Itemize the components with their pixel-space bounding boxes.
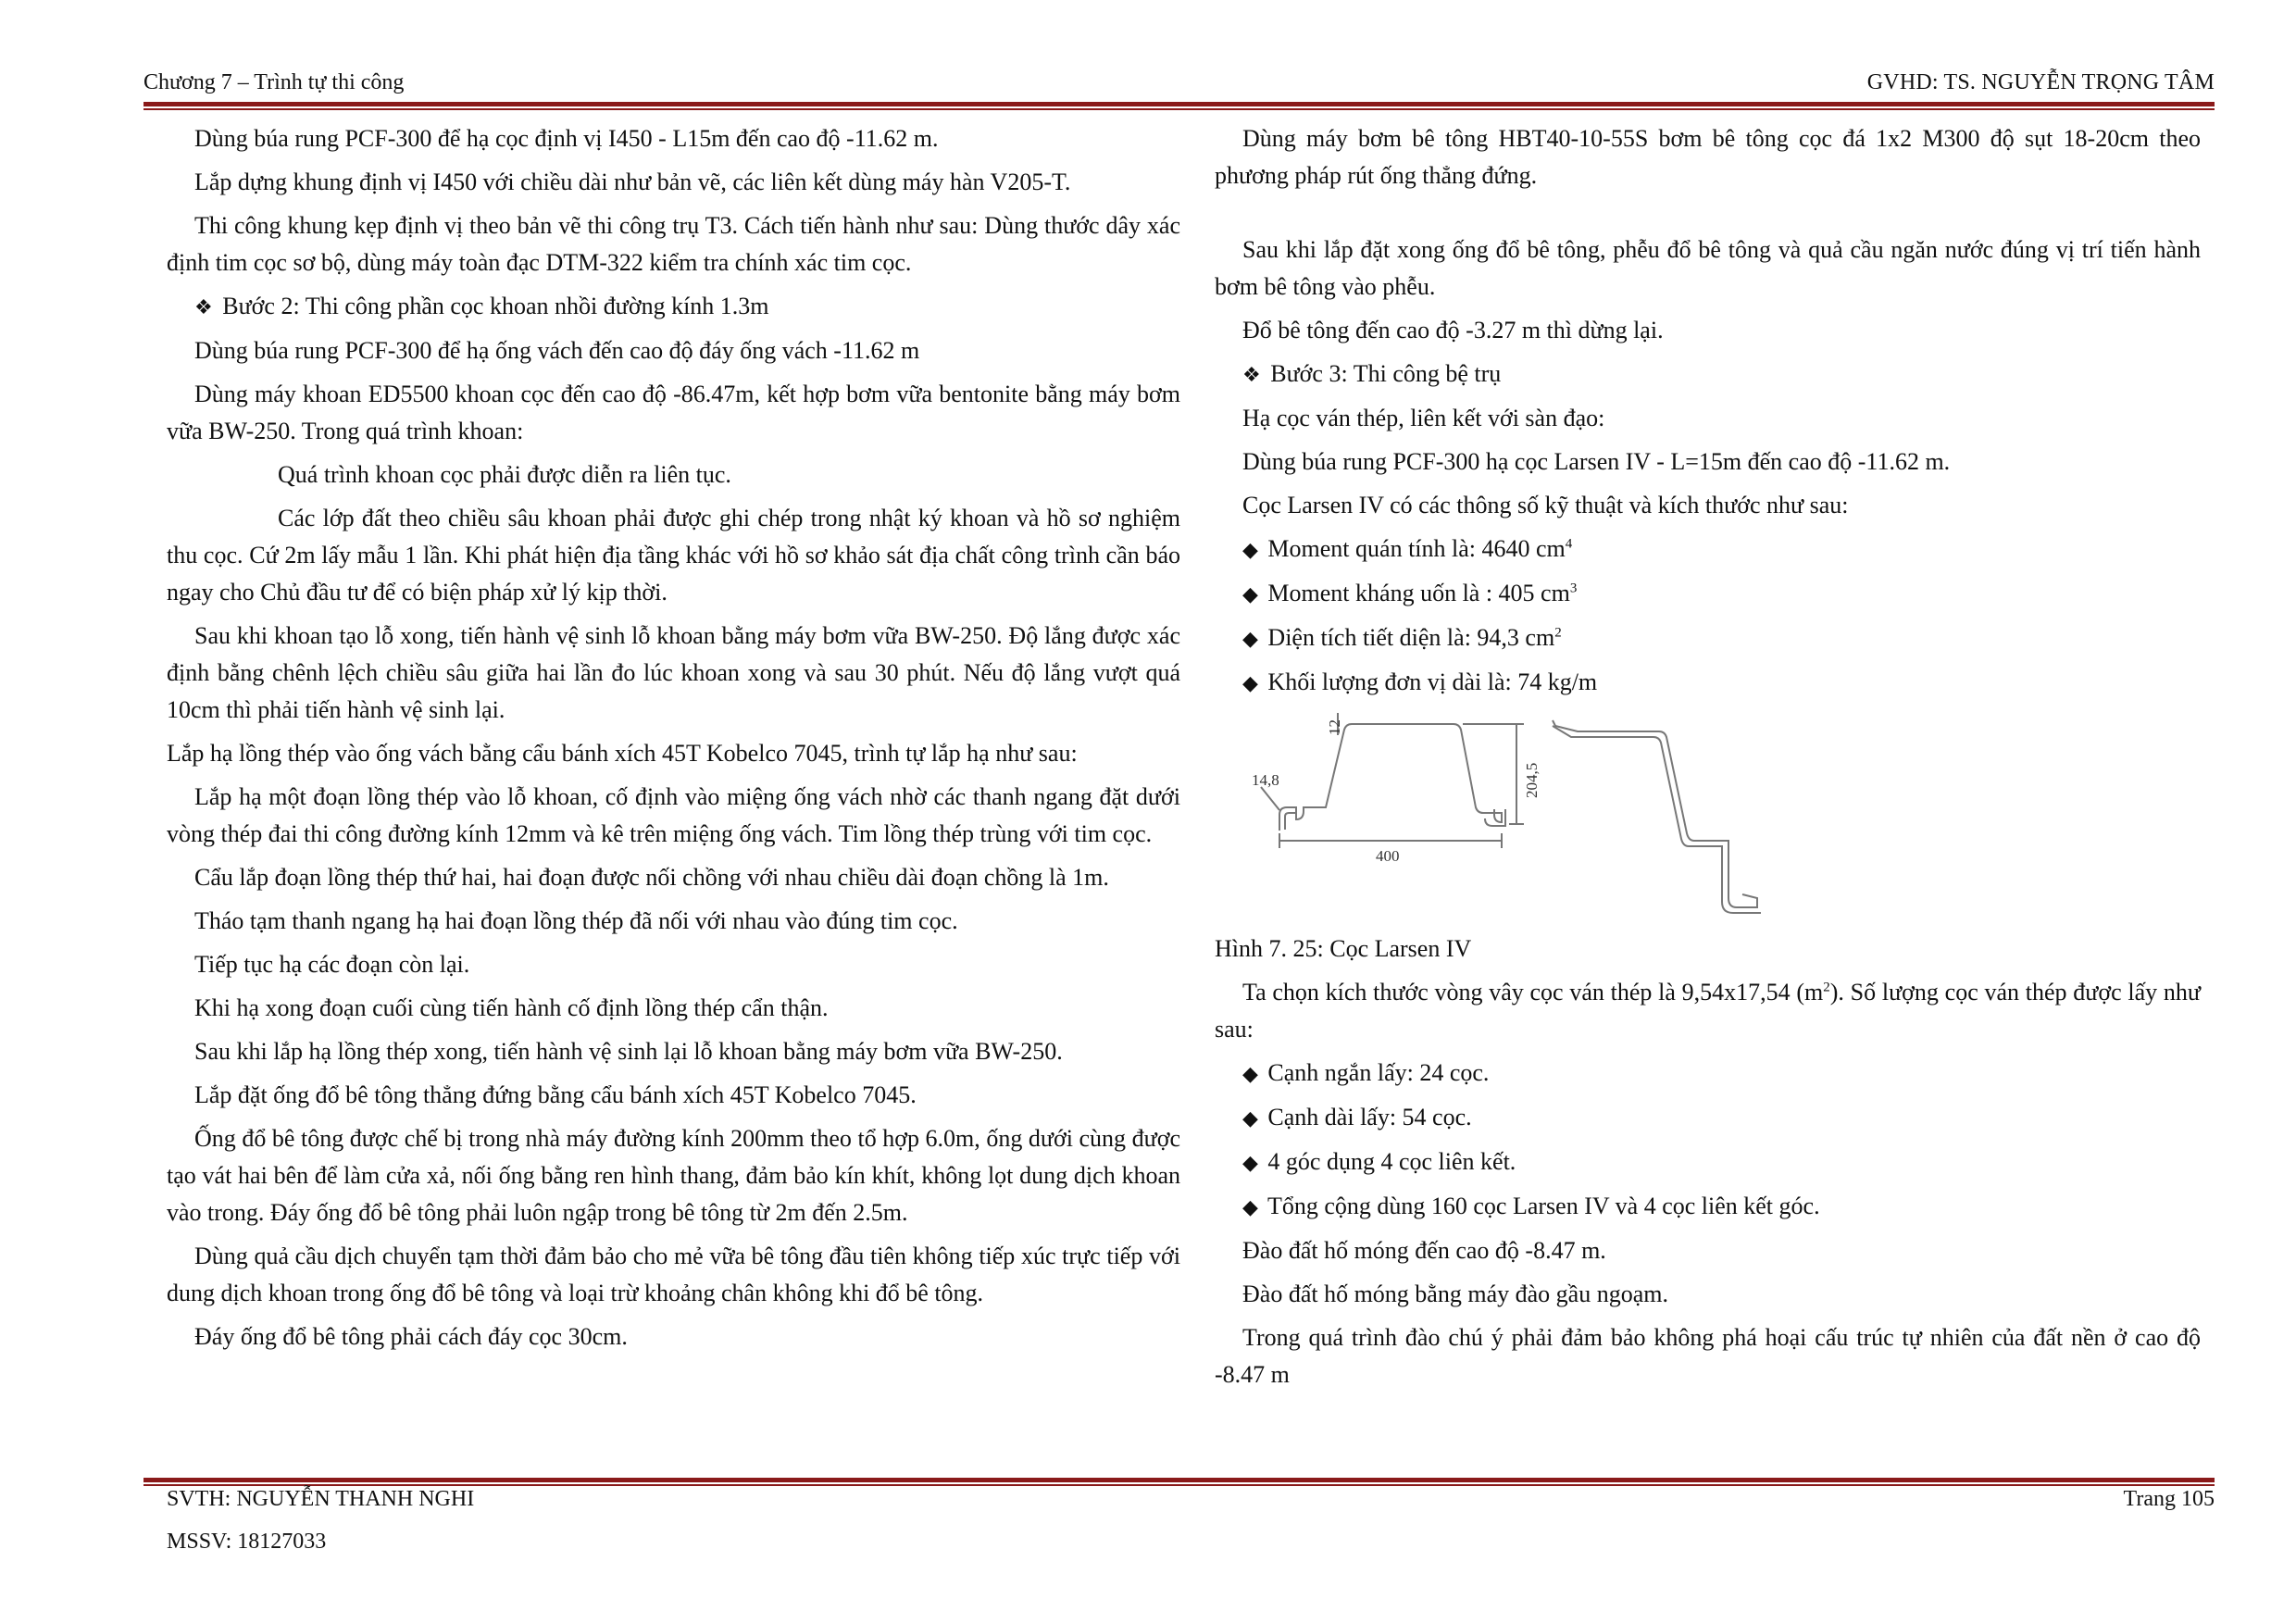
bullet-icon: ◆ bbox=[1242, 627, 1258, 650]
footer-student-name: SVTH: NGUYỄN THANH NGHI bbox=[167, 1487, 475, 1511]
larsen-pile-drawing bbox=[1242, 713, 1816, 921]
superscript: 4 bbox=[1565, 536, 1573, 552]
header-rule-thin bbox=[144, 108, 2215, 110]
paragraph: Dùng quả cầu dịch chuyển tạm thời đảm bảo cho mẻ vữa bê tông đầu tiên không tiếp xúc trực tiếp với dung dịch khoan trong ống đổ bê tông và loại trừ khoảng chân không khi đổ bê tông. bbox=[167, 1243, 1180, 1306]
bullet-item bbox=[1242, 1099, 2201, 1137]
paragraph: Quá trình khoan cọc phải được diễn ra liên tục. bbox=[278, 461, 731, 488]
bullet-text: Tổng cộng dùng 160 cọc Larsen IV và 4 cọc liên kết góc. bbox=[1267, 1193, 1820, 1219]
paragraph: Đổ bê tông đến cao độ -3.27 m thì dừng lại. bbox=[1242, 317, 1664, 344]
step-heading-2 bbox=[194, 288, 1180, 326]
footer-rule-thick bbox=[144, 1478, 2215, 1482]
bullet-icon: ◆ bbox=[1242, 671, 1258, 694]
bullet-text: Diện tích tiết diện là: 94,3 cm bbox=[1267, 624, 1555, 651]
bullet-text: 4 góc dụng 4 cọc liên kết. bbox=[1267, 1148, 1516, 1175]
bullet-text: Cạnh dài lấy: 54 cọc. bbox=[1267, 1104, 1472, 1131]
paragraph: Cẩu lắp đoạn lồng thép thứ hai, hai đoạn được nối chồng với nhau chiều dài đoạn chồng là 1m. bbox=[194, 864, 1109, 891]
bullet-text: Khối lượng đơn vị dài là: 74 kg/m bbox=[1267, 668, 1598, 695]
header-chapter-title: Chương 7 – Trình tự thi công bbox=[144, 70, 405, 94]
paragraph: Thi công khung kẹp định vị theo bản vẽ thi công trụ T3. Cách tiến hành như sau: Dùng thước dây xác định tim cọc sơ bộ, dùng máy toàn đạc DTM-322 kiểm tra chính xác tim cọc. bbox=[167, 212, 1180, 276]
paragraph bbox=[1215, 974, 2201, 1048]
paragraph: Trong quá trình đào chú ý phải đảm bảo không phá hoại cấu trúc tự nhiên của đất nền ở cao độ -8.47 m bbox=[1215, 1324, 2201, 1388]
paragraph: Sau khi khoan tạo lỗ xong, tiến hành vệ sinh lỗ khoan bằng máy bơm vữa BW-250. Độ lắng được xác định bằng chênh lệch chiều sâu giữa hai lần đo lúc khoan xong và sau 30 phút. Nếu độ lắng vượt quá 10cm thì phải tiến hành vệ sinh lại. bbox=[167, 622, 1180, 723]
paragraph: Sau khi lắp hạ lồng thép xong, tiến hành vệ sinh lại lỗ khoan bằng máy bơm vữa BW-250. bbox=[194, 1038, 1063, 1065]
figure-caption: Hình 7. 25: Cọc Larsen IV bbox=[1215, 935, 1472, 962]
pile-3d-profile bbox=[1553, 720, 1757, 907]
paragraph: Các lớp đất theo chiều sâu khoan phải được ghi chép trong nhật ký khoan và hồ sơ nghiệm thu cọc. Cứ 2m lấy mẫu 1 lần. Khi phát hiện địa tầng khác với hồ sơ khảo sát địa chất công trình cần báo ngay cho Chủ đầu tư để có biện pháp xử lý kịp thời. bbox=[167, 505, 1180, 606]
bullet-text: Moment quán tính là: 4640 cm bbox=[1267, 535, 1566, 562]
paragraph: Lắp hạ một đoạn lồng thép vào lỗ khoan, cố định vào miệng ống vách nhờ các thanh ngang đặt dưới vòng thép đai thi công đường kính 12mm và kê trên miệng ống vách. Tim lồng thép trùng với tim cọc. bbox=[167, 783, 1180, 847]
paragraph: Ống đổ bê tông được chế bị trong nhà máy đường kính 200mm theo tổ hợp 6.0m, ống dưới cùng được tạo vát hai bên để làm cửa xả, nối ống bằng ren hình thang, đảm bảo kín khít, không lọt dung dịch khoan vào trong. Đáy ống đổ bê tông phải luôn ngập trong bê tông từ 2m đến 2.5m. bbox=[167, 1125, 1180, 1226]
dim-label-400: 400 bbox=[1376, 847, 1400, 865]
paragraph: Hạ cọc ván thép, liên kết với sàn đạo: bbox=[1242, 405, 1605, 431]
bullet-item bbox=[1242, 1055, 2201, 1093]
header-supervisor: GVHD: TS. NGUYỄN TRỌNG TÂM bbox=[1866, 70, 2215, 94]
superscript: 3 bbox=[1569, 581, 1578, 596]
bullet-item bbox=[1242, 619, 2201, 657]
superscript: 2 bbox=[1554, 625, 1562, 641]
pile-3d-profile-back bbox=[1553, 726, 1761, 913]
paragraph: Lắp đặt ống đổ bê tông thẳng đứng bằng cẩu bánh xích 45T Kobelco 7045. bbox=[194, 1081, 917, 1108]
footer-student-id: MSSV: 18127033 bbox=[167, 1530, 327, 1554]
step-heading-text: Bước 3: Thi công bệ trụ bbox=[1270, 360, 1502, 387]
header-rule-thick bbox=[144, 102, 2215, 106]
step-heading-3 bbox=[1242, 356, 2201, 394]
paragraph: Dùng búa rung PCF-300 hạ cọc Larsen IV - L=15m đến cao độ -11.62 m. bbox=[1242, 448, 1951, 475]
dim-label-14-8: 14,8 bbox=[1252, 771, 1279, 789]
paragraph: Dùng máy bơm bê tông HBT40-10-55S bơm bê tông cọc đá 1x2 M300 độ sụt 18-20cm theo phương pháp rút ống thẳng đứng. bbox=[1215, 125, 2201, 189]
paragraph: Khi hạ xong đoạn cuối cùng tiến hành cố định lồng thép cẩn thận. bbox=[194, 994, 829, 1021]
dim-label-12: 12 bbox=[1326, 719, 1343, 735]
bullet-icon: ◆ bbox=[1242, 1195, 1258, 1218]
bullet-text: Moment kháng uốn là : 405 cm bbox=[1267, 580, 1570, 606]
bullet-item bbox=[1242, 1188, 2201, 1226]
bullet-text: Cạnh ngắn lấy: 24 cọc. bbox=[1267, 1059, 1490, 1086]
paragraph-text: Ta chọn kích thước vòng vây cọc ván thép là 9,54x17,54 (m bbox=[1242, 979, 1824, 1006]
section-profile-inner bbox=[1285, 813, 1296, 830]
paragraph: Tiếp tục hạ các đoạn còn lại. bbox=[194, 951, 470, 978]
dim-label-204-5: 204,5 bbox=[1523, 762, 1541, 798]
bullet-item bbox=[1242, 531, 2201, 568]
paragraph-text: ). Số lượng cọc ván thép được lấy như sau: bbox=[1215, 979, 2201, 1043]
bullet-icon: ◆ bbox=[1242, 1106, 1258, 1130]
paragraph: Sau khi lắp đặt xong ống đổ bê tông, phễu đổ bê tông và quả cầu ngăn nước đúng vị trí tiến hành bơm bê tông vào phễu. bbox=[1215, 236, 2201, 300]
paragraph: Lắp hạ lồng thép vào ống vách bằng cẩu bánh xích 45T Kobelco 7045, trình tự lắp hạ như sau: bbox=[167, 740, 1078, 767]
paragraph: Cọc Larsen IV có các thông số kỹ thuật và kích thước như sau: bbox=[1242, 492, 1849, 518]
larsen-pile-figure bbox=[1242, 713, 1816, 921]
paragraph: Dùng búa rung PCF-300 để hạ cọc định vị I450 - L15m đến cao độ -11.62 m. bbox=[194, 125, 939, 152]
section-profile bbox=[1279, 724, 1502, 831]
paragraph: Dùng búa rung PCF-300 để hạ ống vách đến cao độ đáy ống vách -11.62 m bbox=[194, 337, 920, 364]
diamond-step-icon: ❖ bbox=[194, 295, 213, 319]
paragraph: Dùng máy khoan ED5500 khoan cọc đến cao độ -86.47m, kết hợp bơm vữa bentonite bằng máy bơm vữa BW-250. Trong quá trình khoan: bbox=[167, 381, 1180, 444]
paragraph: Đáy ống đổ bê tông phải cách đáy cọc 30cm. bbox=[194, 1323, 628, 1350]
bullet-item bbox=[1242, 1143, 2201, 1181]
bullet-icon: ◆ bbox=[1242, 538, 1258, 561]
diamond-step-icon: ❖ bbox=[1242, 363, 1261, 386]
bullet-item bbox=[1242, 664, 2201, 702]
bullet-item bbox=[1242, 575, 2201, 613]
step-heading-text: Bước 2: Thi công phần cọc khoan nhồi đường kính 1.3m bbox=[222, 293, 769, 319]
paragraph: Lắp dựng khung định vị I450 với chiều dài như bản vẽ, các liên kết dùng máy hàn V205-T. bbox=[194, 169, 1071, 195]
right-column bbox=[1215, 120, 2201, 1400]
paragraph: Tháo tạm thanh ngang hạ hai đoạn lồng thép đã nối với nhau vào đúng tim cọc. bbox=[194, 907, 958, 934]
paragraph: Đào đất hố móng bằng máy đào gầu ngoạm. bbox=[1242, 1280, 1668, 1307]
bullet-icon: ◆ bbox=[1242, 582, 1258, 606]
bullet-icon: ◆ bbox=[1242, 1151, 1258, 1174]
bullet-icon: ◆ bbox=[1242, 1062, 1258, 1085]
left-column bbox=[167, 120, 1180, 1362]
page-number: Trang 105 bbox=[2123, 1487, 2215, 1511]
footer-rule-thin bbox=[144, 1484, 2215, 1486]
superscript: 2 bbox=[1823, 980, 1830, 995]
paragraph: Đào đất hố móng đến cao độ -8.47 m. bbox=[1242, 1237, 1606, 1264]
